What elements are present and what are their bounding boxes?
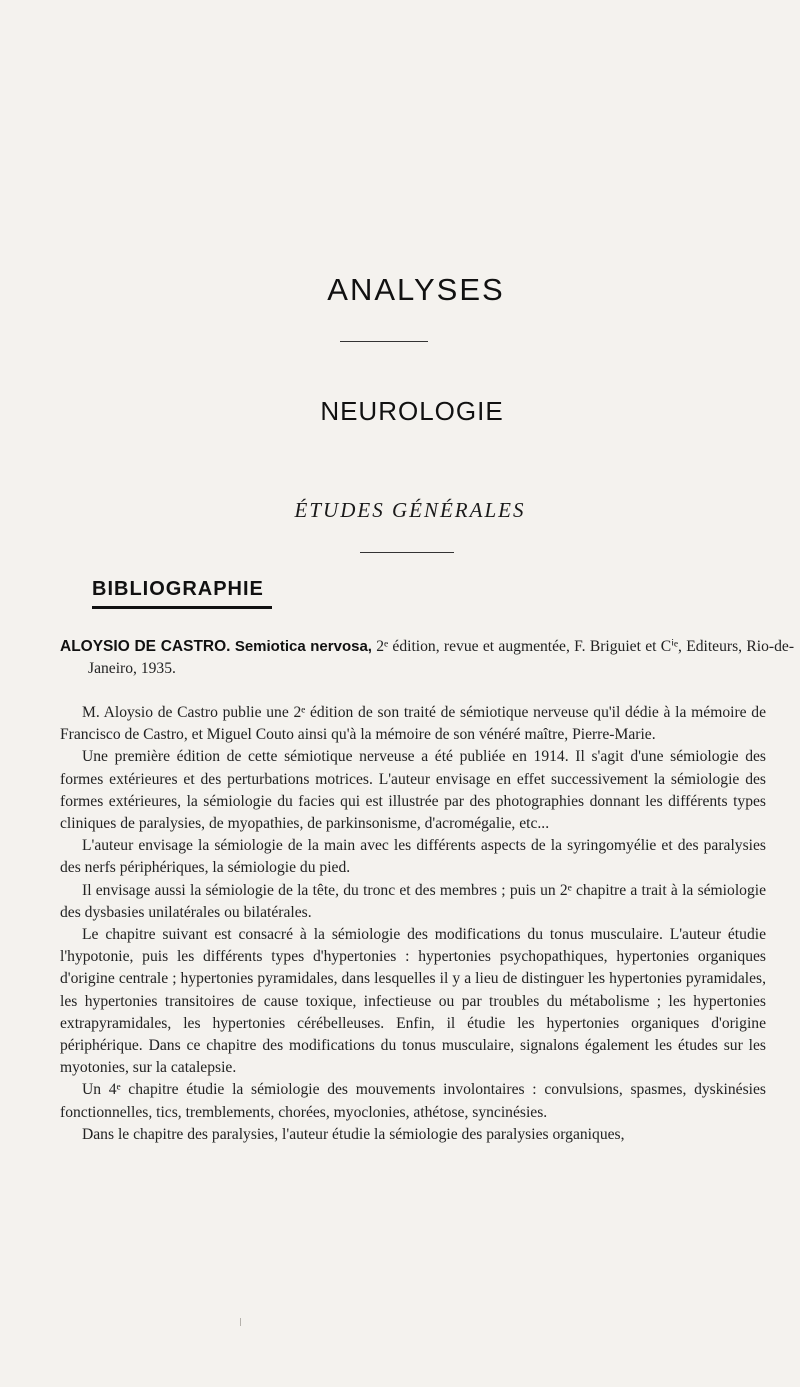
body-paragraph: Le chapitre suivant est consacré à la sémiologie des modifications du tonus musculaire. L'auteur étudie l'hypotonie, puis les différents types d'hypertonies : hypertonies psychopathiques, hypertonies organiques d'origine centrale ; hypertonies pyramidales, dans lesquelles il y a lieu de distinguer les hypertonies pyramidales, les hypertonies transitoires de cause toxique, infectieuse ou par troubles du métabolisme ; les hypertonies extrapyramidales, les hypertonies cérébelleuses. Enfin, il étudie les hypertonies organiques d'origine périphérique. Dans ce chapitre des modifications du tonus musculaire, signalons également les études sur les myotonies, sur la catalepsie. [60, 926, 766, 1077]
subsection-divider [360, 552, 454, 553]
page-main-title: ANALYSES [327, 272, 505, 307]
review-body [60, 702, 766, 1146]
title-divider [340, 341, 428, 342]
citation-author: ALOYSIO DE CASTRO. [60, 638, 231, 655]
citation-publication: 2ᵉ édition, revue et augmentée, F. Briguiet et Cⁱᵉ, Editeurs, Rio-de-Janeiro, 1935. [88, 638, 795, 678]
body-paragraph: Une première édition de cette sémiotique nerveuse a été publiée en 1914. Il s'agit d'une sémiologie des formes extérieures et des perturbations motrices. L'auteur envisage en effet successivement la sémiologie des formes extérieures, la sémiologie du facies qui est illustrée par des photographies donnant les différents types cliniques de paralysies, de myopathies, de parkinsonisme, d'acromégalie, etc... [60, 748, 766, 833]
section-title: NEUROLOGIE [320, 396, 504, 426]
body-paragraph: Dans le chapitre des paralysies, l'auteur étudie la sémiologie des paralysies organiques, [82, 1125, 625, 1143]
subsection-title: ÉTUDES GÉNÉRALES [294, 498, 526, 522]
citation-work-title: Semiotica nervosa, [234, 638, 372, 655]
bibliographic-citation [60, 636, 794, 680]
body-paragraph: M. Aloysio de Castro publie une 2ᵉ édition de son traité de sémiotique nerveuse qu'il dédie à la mémoire de Francisco de Castro, et Miguel Couto ainsi qu'à la mémoire de son vénéré maître, Pierre-Marie. [60, 704, 766, 744]
body-paragraph: Un 4ᵉ chapitre étudie la sémiologie des mouvements involontaires : convulsions, spasmes, dyskinésies fonctionnelles, tics, tremblements, chorées, myoclonies, athétose, syncinésies. [60, 1081, 766, 1121]
body-paragraph: Il envisage aussi la sémiologie de la tête, du tronc et des membres ; puis un 2ᵉ chapitre a trait à la sémiologie des dysbasies unilatérales ou bilatérales. [60, 881, 766, 921]
print-speck [240, 1318, 241, 1326]
category-heading: BIBLIOGRAPHIE [92, 578, 264, 600]
body-paragraph: L'auteur envisage la sémiologie de la main avec les différents aspects de la syringomyélie et des paralysies des nerfs périphériques, la sémiologie du pied. [60, 837, 766, 877]
category-underline [92, 606, 272, 609]
